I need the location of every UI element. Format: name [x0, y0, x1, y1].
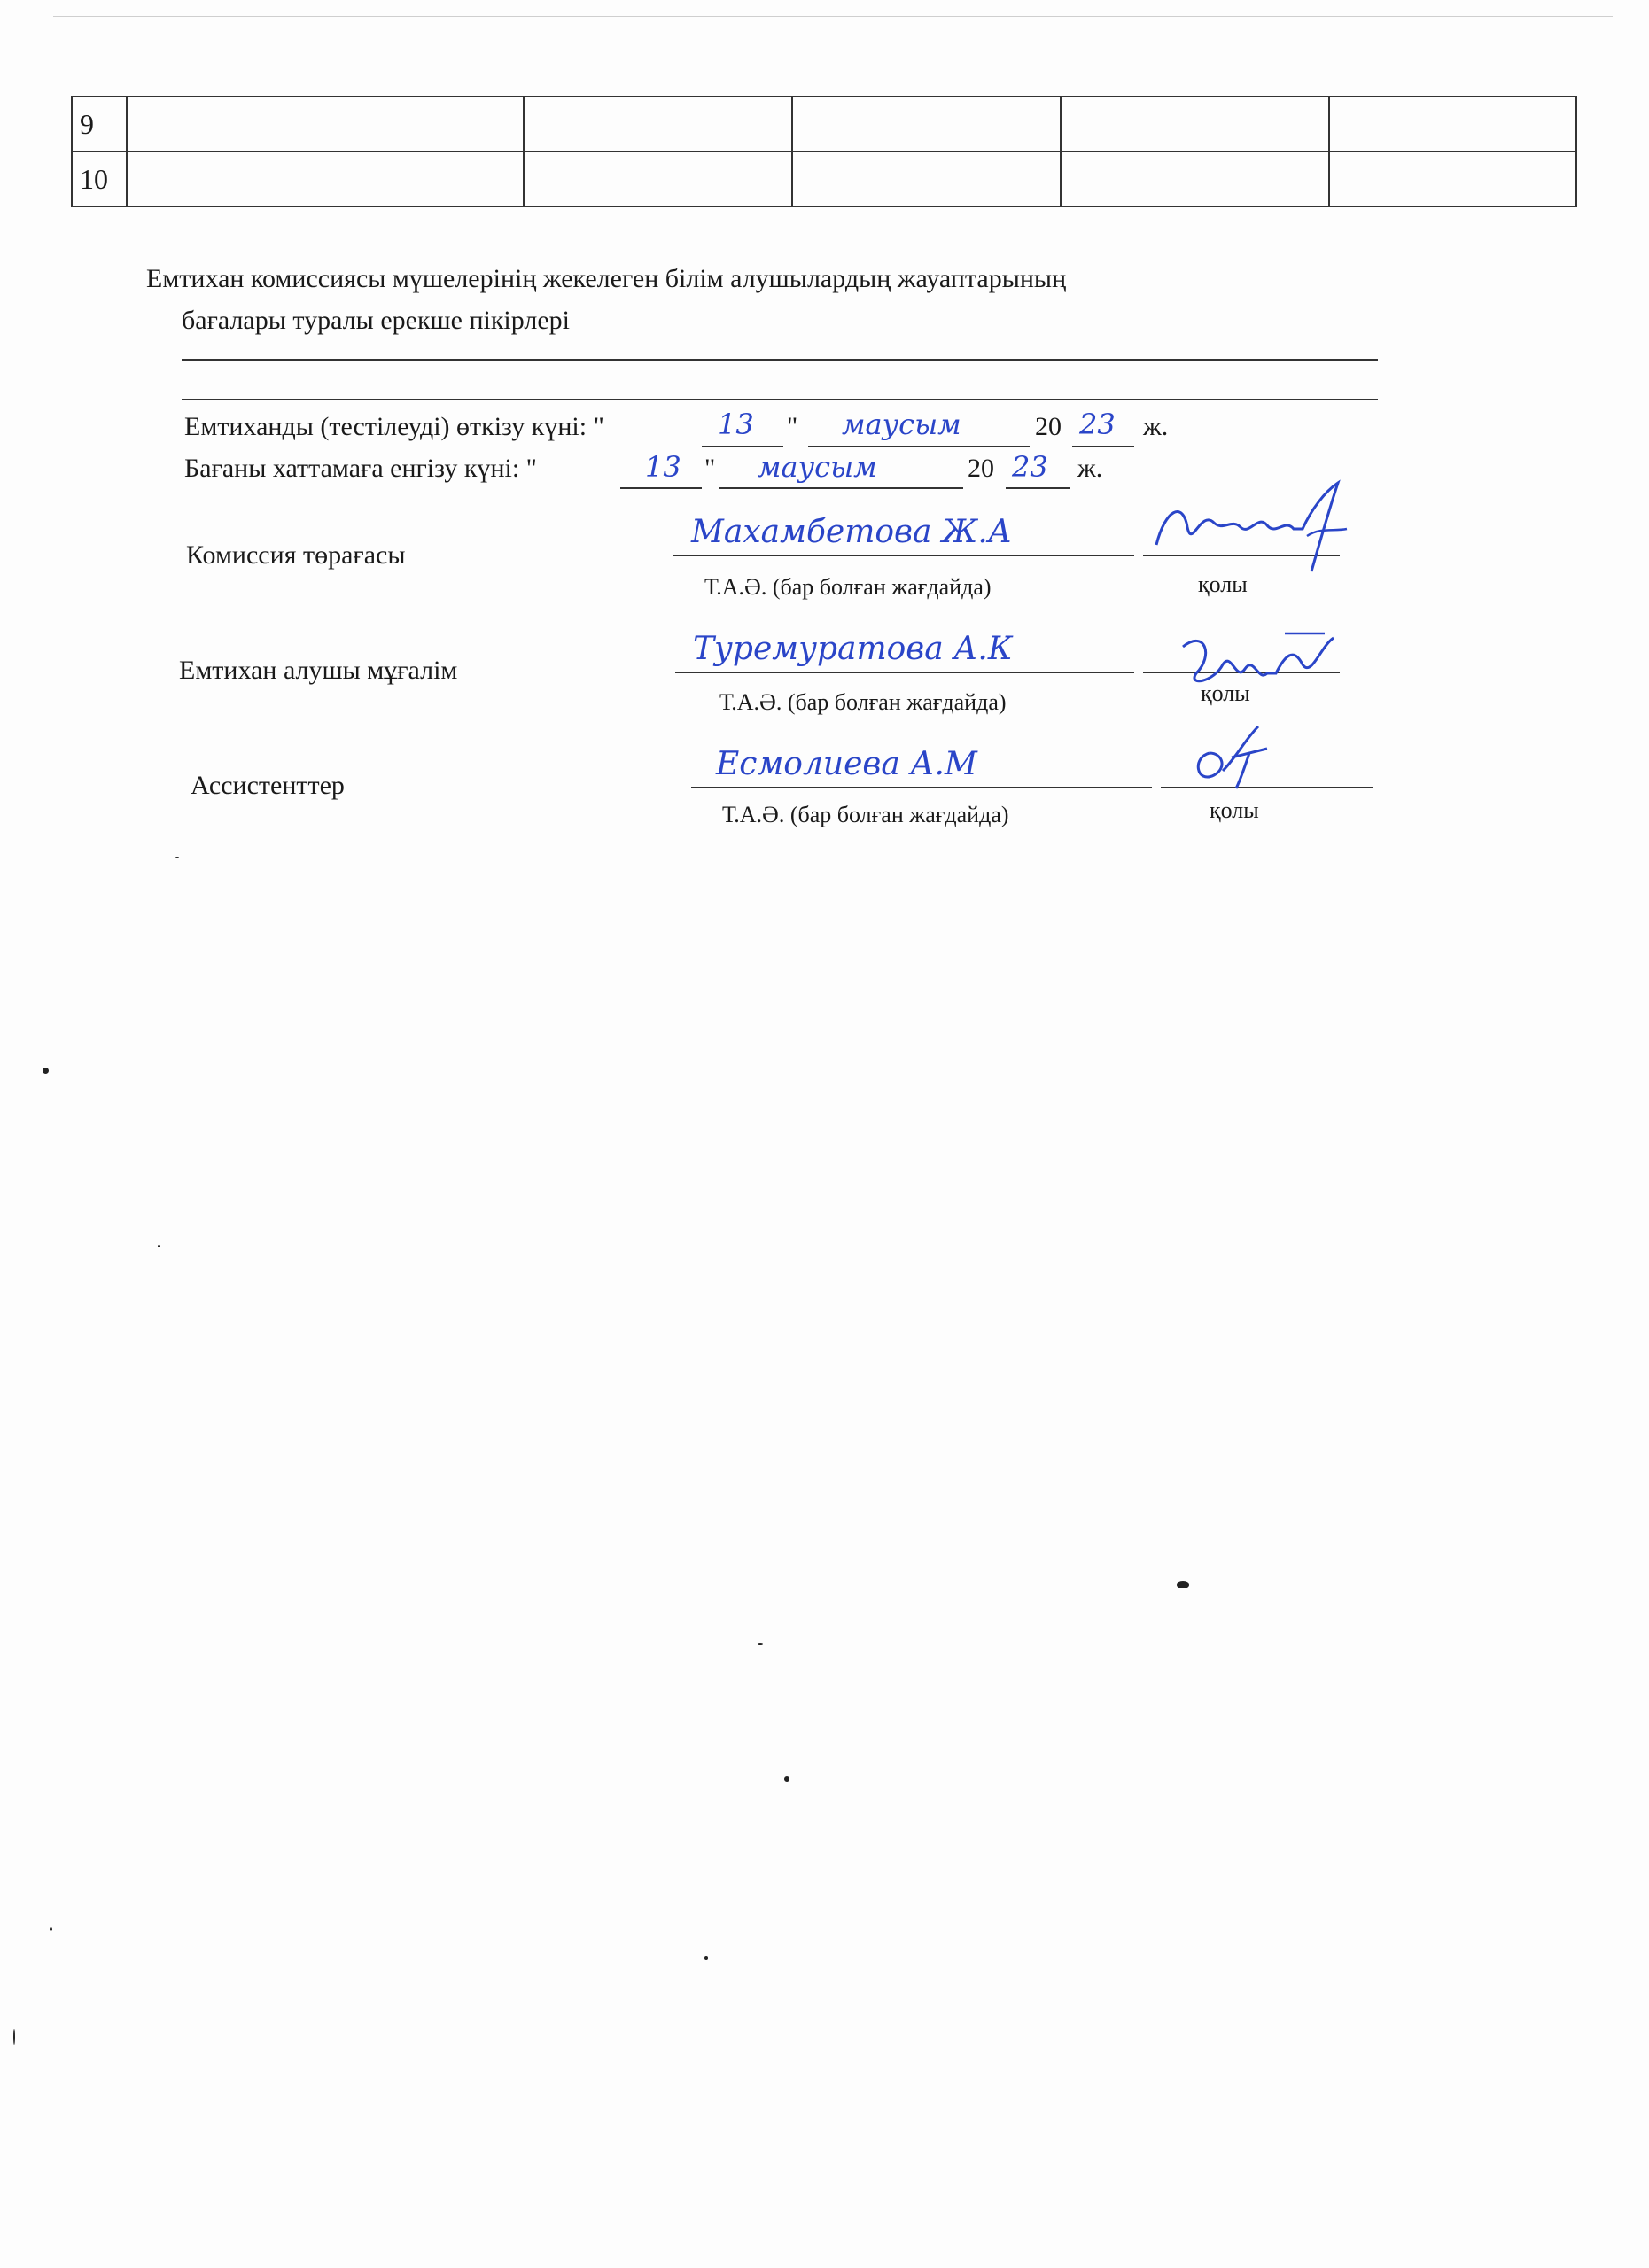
chair-name-handwritten: Махамбетова Ж.А	[691, 514, 1013, 550]
entry-day-line	[620, 487, 702, 489]
scan-speck	[784, 1776, 789, 1782]
table-cell	[1061, 151, 1329, 206]
scan-edge-line	[53, 16, 1613, 17]
scan-speck	[1177, 1581, 1189, 1588]
entry-year-handwritten: 23	[1012, 450, 1048, 484]
chair-signature	[1147, 474, 1360, 580]
scan-speck	[13, 2029, 15, 2045]
teacher-sign-caption: қолы	[1201, 680, 1250, 706]
teacher-name-handwritten: Туремуратова А.К	[693, 631, 1013, 667]
comments-heading-line2: бағалары туралы ерекше пікірлері	[182, 306, 570, 335]
table-cell	[127, 97, 524, 151]
exam-year-prefix: 20	[1035, 412, 1062, 441]
exam-month-line	[808, 446, 1030, 447]
comments-line	[182, 359, 1378, 361]
scan-speck	[704, 1956, 708, 1960]
entry-month-line	[719, 487, 963, 489]
comments-line	[182, 399, 1378, 400]
assistants-name-caption: Т.А.Ә. (бар болған жағдайда)	[722, 802, 1009, 827]
comments-heading-line1: Емтихан комиссиясы мүшелерінің жекелеген білім алушылардың жауаптарының	[146, 264, 1067, 293]
exam-date-label: Емтиханды (тестілеуді) өткізу күні: "	[184, 412, 604, 441]
entry-day-handwritten: 13	[645, 450, 681, 484]
assistants-name-line	[691, 787, 1152, 788]
table-cell	[1329, 97, 1576, 151]
entry-date-label: Бағаны хаттамаға енгізу күні: "	[184, 454, 537, 483]
teacher-name-line	[675, 672, 1134, 673]
table-cell	[792, 151, 1061, 206]
scan-speck	[175, 857, 179, 858]
chair-role: Комиссия төрағасы	[186, 540, 406, 570]
exam-year-unit: ж.	[1143, 412, 1169, 441]
exam-month-handwritten: маусым	[842, 408, 961, 441]
scan-speck	[50, 1927, 52, 1931]
table-cell	[1329, 151, 1576, 206]
exam-year-line	[1072, 446, 1134, 447]
entry-date-quote: "	[704, 454, 716, 483]
entry-year-unit: ж.	[1077, 454, 1103, 483]
row-number: 9	[72, 97, 127, 151]
exam-year-handwritten: 23	[1079, 408, 1116, 441]
scan-speck	[43, 1068, 49, 1074]
assistants-sign-caption: қолы	[1210, 797, 1259, 823]
table-cell	[127, 151, 524, 206]
exam-day-line	[702, 446, 783, 447]
table-row	[72, 151, 1576, 206]
exam-day-handwritten: 13	[718, 408, 754, 441]
entry-month-handwritten: маусым	[758, 450, 877, 484]
table-cell	[524, 97, 792, 151]
table-cell	[792, 97, 1061, 151]
assistants-name-handwritten: Есмолиева А.М	[716, 746, 977, 782]
table-cell	[1061, 97, 1329, 151]
table-row	[72, 97, 1576, 151]
chair-sign-caption: қолы	[1198, 571, 1248, 597]
exam-date-quote: "	[787, 412, 798, 441]
scan-speck	[158, 1245, 160, 1247]
entry-year-line	[1006, 487, 1070, 489]
teacher-role: Емтихан алушы мұғалім	[179, 656, 458, 685]
scan-speck	[758, 1643, 763, 1645]
table-cell	[524, 151, 792, 206]
row-number: 10	[72, 151, 127, 206]
chair-name-line	[673, 555, 1134, 556]
assistants-role: Ассистенттер	[191, 771, 345, 800]
teacher-name-caption: Т.А.Ә. (бар болған жағдайда)	[719, 689, 1007, 715]
assistants-signature	[1183, 722, 1307, 793]
teacher-signature	[1170, 620, 1347, 709]
chair-name-caption: Т.А.Ә. (бар болған жағдайда)	[704, 574, 992, 600]
entry-year-prefix: 20	[968, 454, 994, 483]
grades-table	[71, 96, 1577, 207]
